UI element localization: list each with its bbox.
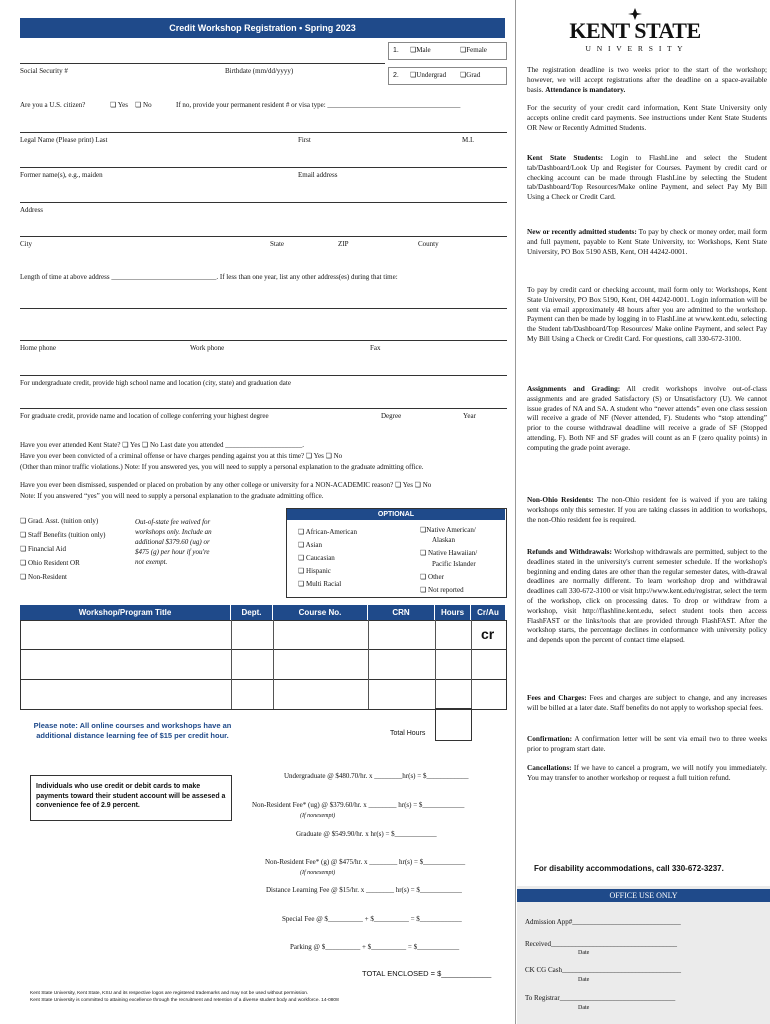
waiver-staff[interactable]: ❏ Staff Benefits (tuition only) [20,531,105,540]
logo-subtitle: U N I V E R S I T Y [585,44,685,53]
ethnicity-not-reported[interactable]: ❏ Not reported [420,586,464,595]
optional-title: OPTIONAL [287,509,505,520]
office-date-label: Date [578,1005,590,1011]
male-checkbox[interactable]: ❏ Male [410,46,431,55]
nonexempt-note: (If nonexempt) [300,813,336,819]
ethnicity-caucasian[interactable]: ❏ Caucasian [298,554,335,563]
city-label: City [20,240,33,248]
credit-mark: cr [481,626,495,642]
logo-wordmark: KENT STATE [569,18,701,43]
citizen-question: Are you a U.S. citizen? [20,101,86,109]
attended-question[interactable]: Have you ever attended Kent State? ❏ Yes ❏ No Last date you attended ______________________. [20,441,304,449]
cancellations-info: Cancellations: If we have to cancel a program, we will notify you immediately. You may transfer to another workshop or request a full tuition refund. [527,763,767,782]
dismissed-note: Note: If you answered “yes” you will need to supply a personal explanation to the graduate admitting office. [20,492,324,500]
total-hours-label: Total Hours [390,730,426,737]
gender-box [388,42,507,60]
high-school-label: For undergraduate credit, provide high school name and location (city, state) and graduation date [20,379,291,387]
deadline-info: The registration deadline is two weeks prior to the start of the workshop; however, we will accept registrations after the deadline on a space-available basis. Attendance is mandatory. [527,65,767,94]
state-label: State [270,240,284,248]
zip-label: ZIP [338,240,349,248]
table-col-divider [435,620,436,709]
grading-info: Assignments and Grading: All credit workshops involve out-of-class assignments and are graded Satisfactory (S) or Unsatisfactory (U). We cannot issue grades of NA and SA. A student who “never attends” even one class session will receive a grade of NF (Never attended, F). Students who “stop attending” prior to the course withdrawal deadline will receive a grade of SF (Stopped attending, F). Both NF and SF grades will count as an F (zero quality points) in computing the grade point average. [527,384,767,452]
ethnicity-native-hawaiian[interactable]: ❏ Native Hawaiian/ [420,549,477,558]
total-hours-box[interactable] [435,708,472,741]
office-date-label: Date [578,977,590,983]
table-row-divider [20,649,506,650]
footer-diversity: Kent State University is committed to attaining excellence through the recruitment and retention of a diverse student body and workforce. 14-0808 [30,998,339,1003]
ethnicity-multi-racial[interactable]: ❏ Multi Racial [298,580,341,589]
col-crn-header: CRN [368,605,434,620]
address-label: Address [20,206,43,214]
degree-label: Degree [381,412,402,420]
undergrad-checkbox[interactable]: ❏ Undergrad [410,71,446,80]
online-fee-note: Please note: All online courses and workshops have an additional distance learning fee of $15 per credit hour. [33,721,232,740]
waiver-financial-aid[interactable]: ❏ Financial Aid [20,545,66,554]
card-fee-note: Individuals who use credit or debit cards to make payments toward their student account will be assesed a convenience fee of 2.9 percent. [30,775,232,821]
email-label: Email address [298,171,338,179]
prior-address-line [20,308,507,309]
fee-undergraduate[interactable]: Undergraduate @ $480.70/hr. x ________hr(s) = $____________ [284,772,469,780]
credit-card-info: To pay by credit card or checking account, mail form only to: Workshops, Kent State University, PO Box 5190, Kent, OH 44242-0001. Login information will be sent via email approximately 48 hours after you are admitted to the workshop. Payment can then be made by logging in to FlashLine at www.kent.edu, selecting the Student tab/Dashboard/Top Resources/ Make online Payment, and select Pay My Bill Using a Check or Credit Card. For questions, call 330-672-3100. [527,285,767,343]
ksu-students-info: Kent State Students: Login to FlashLine and select the Student tab/Dashboard/Look Up and Register for Courses. Payment by credit card or checking account can be made through FlashLine by selecting the Student tab/Dashboard/Top Resources/Make online Payment, and select Pay My Bill Using a Check or Credit Card. [527,153,767,202]
ethnicity-hispanic[interactable]: ❏ Hispanic [298,567,331,576]
ethnicity-asian[interactable]: ❏ Asian [298,541,322,550]
kent-state-logo [560,8,710,58]
fee-nonresident-g[interactable]: Non-Resident Fee* (g) @ $475/hr. x ________ hr(s) = $____________ [265,858,466,866]
ssn-line [20,63,385,64]
city-line [20,236,507,237]
table-row-divider [20,679,506,680]
security-info: For the security of your credit card information, Kent State University only accepts online credit card payments. See instructions under Kent State Students OR New or Recently Admitted Students. [527,103,767,132]
confirmation-info: Confirmation: A confirmation letter will be sent via email two to three weeks prior to program start date. [527,734,767,753]
col-title-header: Workshop/Program Title [20,605,230,620]
fee-distance-learning[interactable]: Distance Learning Fee @ $15/hr. x ________ hr(s) = $____________ [266,886,462,894]
course-table [20,620,507,710]
grad-checkbox[interactable]: ❏ Grad [460,71,480,80]
table-col-divider [273,620,274,709]
fee-parking[interactable]: Parking @ $__________ + $__________ = $____________ [290,943,460,951]
column-divider [515,0,516,1024]
table-col-divider [231,620,232,709]
table-col-divider [471,620,472,709]
nonexempt-note: (If nonexempt) [300,870,336,876]
col-dept-header: Dept. [231,605,272,620]
convicted-question[interactable]: Have you ever been convicted of a criminal offense or have charges pending against you at this time? ❏ Yes ❏ No [20,452,343,460]
level-box [388,67,507,85]
ethnicity-native-american-2: Alaskan [432,536,455,544]
footer-trademark: Kent State University, Kent State, KSU and its respective logos are registered trademarks and may not be used without permission. [30,991,309,996]
ethnicity-native-american[interactable]: ❏ Native American/ [420,526,476,535]
non-ohio-info: Non-Ohio Residents: The non-Ohio resident fee is waived if you are taking workshops only this semester. If you are taking classes in addition to workshops, the non-Ohio resident fee is required. [527,495,767,524]
office-registrar-field[interactable]: To Registrar_________________________________ [525,994,676,1002]
level-number: 2. [393,72,399,79]
birthdate-label: Birthdate (mm/dd/yyyy) [225,67,294,75]
col-course-header: Course No. [273,605,367,620]
ethnicity-african-american[interactable]: ❏ African-American [298,528,357,537]
office-date-label: Date [578,950,590,956]
gender-number: 1. [393,47,399,54]
former-names-label: Former name(s), e.g., maiden [20,171,103,179]
fee-nonresident-ug[interactable]: Non-Resident Fee* (ug) @ $379.60/hr. x ________ hr(s) = $____________ [252,801,465,809]
work-phone-label: Work phone [190,344,225,352]
ethnicity-native-hawaiian-2: Pacific Islander [432,560,476,568]
phone-line [20,340,507,341]
waiver-grad-asst[interactable]: ❏ Grad. Asst. (tuition only) [20,517,98,526]
office-use-title: OFFICE USE ONLY [517,889,770,902]
legal-name-label: Legal Name (Please print) Last [20,136,108,144]
col-hours-header: Hours [435,605,470,620]
fees-charges-info: Fees and Charges: Fees and charges are subject to change, and any increases will be billed at a later date. Staff benefits do not apply to workshop special fees. [527,693,767,712]
new-students-info: New or recently admitted students: To pay by check or money order, mail form and full payment, payable to Kent State University, to: Workshops, Kent State University, PO Box 5190 ASB, Kent, OH 44242-0001. [527,227,767,256]
table-col-divider [368,620,369,709]
disability-note: For disability accommodations, call 330-672-3237. [534,864,724,873]
first-name-label: First [298,136,311,144]
form-title-banner: Credit Workshop Registration • Spring 2023 [20,18,505,38]
refunds-info: Refunds and Withdrawals: Workshop withdrawals are permitted, subject to the deadlines stated in the university's current semester schedule. If the workshop's beginning and ending dates are other than the regular semester dates, with-drawal deadlines are normally different. To learn workshop drop and withdrawal deadlines call 330-672-3100 or visit http://www.kent.edu/registrar, select the term of the workshop, click on processing dates. To drop or withdraw from a workshop, visit http://flashline.kent.edu, select student tools then access FlashFAST or the links/tools that are provided through FlashFAST. After the workshop starts, the percentage declines in conformance with university policy and depends upon the percent of contact time elapsed. [527,547,767,645]
office-use-panel [517,886,770,1024]
home-phone-label: Home phone [20,344,56,352]
hs-line [20,375,507,376]
waiver-ohio-resident[interactable]: ❏ Ohio Resident OR [20,559,80,568]
address-line [20,202,507,203]
visa-field[interactable]: If no, provide your permanent resident # or visa type: ______________________________________ [176,101,461,109]
citizen-yes-checkbox[interactable]: ❏ Yes [110,101,128,110]
ssn-label: Social Security # [20,67,68,75]
mi-label: M.I. [462,136,475,144]
waiver-non-resident[interactable]: ❏ Non-Resident [20,573,67,582]
citizen-no-checkbox[interactable]: ❏ No [135,101,152,110]
legal-name-line [20,132,507,133]
county-label: County [418,240,439,248]
total-enclosed[interactable]: TOTAL ENCLOSED = $____________ [362,969,492,978]
dismissed-question[interactable]: Have you ever been dismissed, suspended or placed on probation by any other college or university for a NON-ACADEMIC reason? ❏ Yes ❏ No [20,481,432,489]
college-label: For graduate credit, provide name and location of college conferring your highest degree [20,412,269,420]
length-at-address: Length of time at above address ______________________________. If less than one year, list any other address(es) during that time: [20,273,398,281]
fee-special[interactable]: Special Fee @ $__________ + $__________ = $____________ [282,915,462,923]
convicted-note: (Other than minor traffic violations.) Note: If you answered yes, you will need to supply a personal explanation to the graduate admitting office. [20,463,424,471]
office-admission-field[interactable]: Admission App#_______________________________ [525,918,681,926]
fax-label: Fax [370,344,381,352]
year-label: Year [463,412,476,420]
office-ck-field[interactable]: CK CG Cash__________________________________ [525,966,681,974]
col-crau-header: Cr/Au [471,605,505,620]
female-checkbox[interactable]: ❏ Female [460,46,487,55]
ethnicity-other[interactable]: ❏ Other [420,573,444,582]
former-name-line [20,167,507,168]
fee-graduate[interactable]: Graduate @ $549.90/hr. x hr(s) = $____________ [296,830,437,838]
college-line [20,408,507,409]
office-received-field[interactable]: Received____________________________________ [525,940,678,948]
